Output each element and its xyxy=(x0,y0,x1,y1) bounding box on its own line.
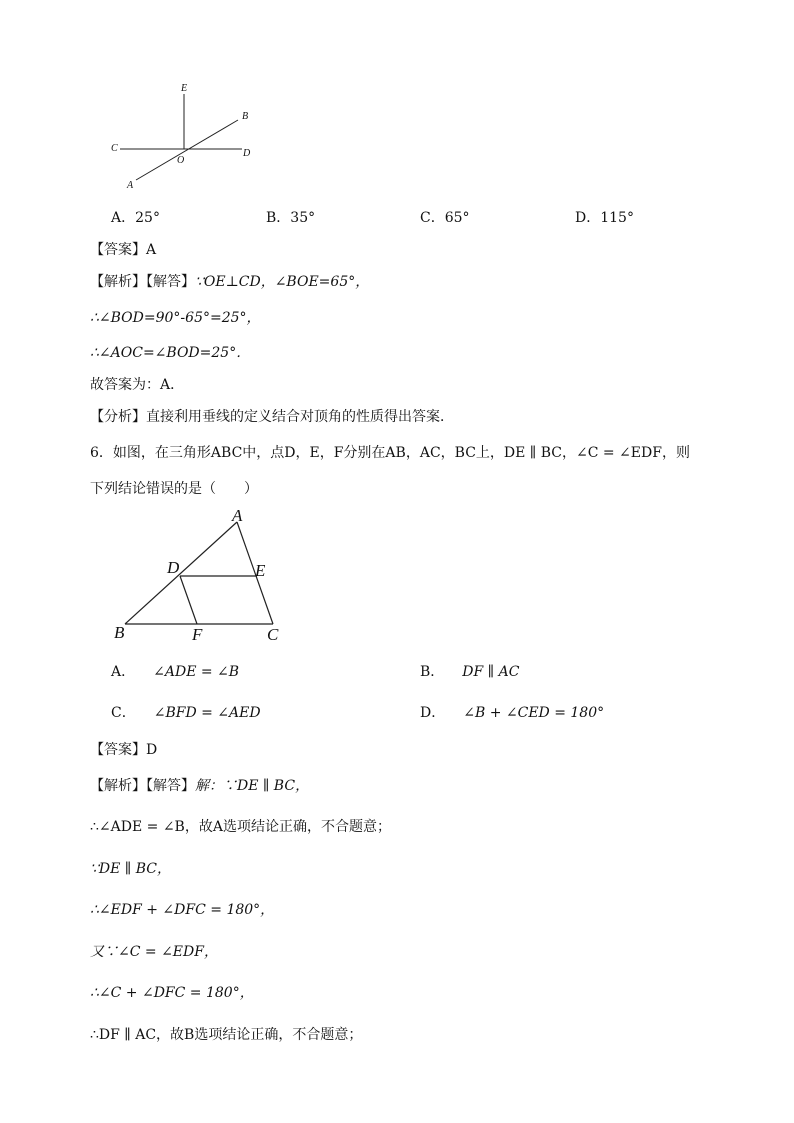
q6-option-a[interactable]: A． ∠ADE = ∠B xyxy=(111,664,240,680)
q5-step-2: ∴∠BOD=90°-65°=25°， xyxy=(90,310,261,326)
label-c: C xyxy=(111,143,118,154)
q6-step-6: ∴DF ∥ AC，故B选项结论正确，不合题意； xyxy=(90,1027,363,1043)
label-a: A xyxy=(127,180,134,191)
q6-option-b[interactable]: B． DF ∥ AC xyxy=(420,664,520,680)
q5-option-a[interactable]: A．25° xyxy=(111,210,160,226)
label-b: B xyxy=(242,111,249,122)
label-c: C xyxy=(267,625,279,644)
label-d: D xyxy=(243,148,251,159)
label-f: F xyxy=(192,625,203,644)
figure-triangle-abc xyxy=(105,500,295,648)
figure-perpendicular-lines xyxy=(100,78,270,198)
q6-step-1: ∴∠ADE = ∠B，故A选项结论正确，不合题意； xyxy=(90,819,391,835)
label-o: O xyxy=(177,155,185,166)
q5-option-b[interactable]: B．35° xyxy=(266,210,316,226)
q5-conclusion: 故答案为：A． xyxy=(90,377,185,393)
label-e: E xyxy=(255,561,266,580)
q6-step-5: ∴∠C + ∠DFC = 180°， xyxy=(90,985,254,1001)
label-a: A xyxy=(232,506,243,525)
label-b: B xyxy=(114,623,125,642)
q6-analysis: 【解析】【解答】解：∵DE ∥ BC， xyxy=(90,778,310,794)
q6-option-c[interactable]: C． ∠BFD = ∠AED xyxy=(111,705,261,721)
label-e: E xyxy=(181,83,188,94)
q6-step-2: ∵DE ∥ BC， xyxy=(90,861,171,877)
q6-question-line2: 下列结论错误的是（ ） xyxy=(90,481,258,497)
q6-option-d[interactable]: D． ∠B + ∠CED = 180° xyxy=(420,705,605,721)
q5-fenxi: 【分析】直接利用垂线的定义结合对顶角的性质得出答案． xyxy=(90,409,454,425)
q5-analysis: 【解析】【解答】∵OE⊥CD，∠BOE=65°， xyxy=(90,274,370,290)
q6-question-line1: 6．如图，在三角形ABC中，点D，E，F分别在AB，AC，BC上，DE ∥ BC，∠C = ∠EDF，则 xyxy=(90,445,690,461)
q5-option-d[interactable]: D．115° xyxy=(575,210,634,226)
q5-option-c[interactable]: C．65° xyxy=(420,210,470,226)
q6-step-4: 又∵∠C = ∠EDF， xyxy=(90,944,218,960)
q6-answer: 【答案】D xyxy=(90,742,158,758)
label-d: D xyxy=(167,558,180,577)
q5-answer: 【答案】A xyxy=(90,242,157,258)
q5-step-3: ∴∠AOC=∠BOD=25°． xyxy=(90,345,251,361)
q6-step-3: ∴∠EDF + ∠DFC = 180°， xyxy=(90,902,275,918)
